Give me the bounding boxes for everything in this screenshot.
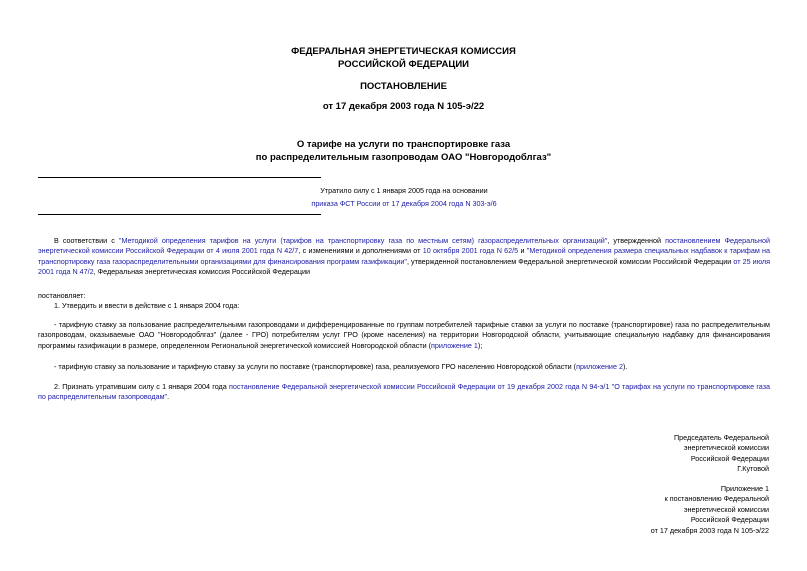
appendix-line-4: Российской Федерации xyxy=(690,515,769,525)
signature-block xyxy=(674,433,769,475)
preamble-text-6: , Федеральная энергетическая комиссия Российской Федерации xyxy=(93,267,311,277)
surcharge-methodology-link[interactable]: "Методикой определения размера специальных надбавок к тарифам на транспортировку газа газораспределительными организациями для финансирования программ газификации" xyxy=(38,246,771,266)
signature-line-3: Российской Федерации xyxy=(690,453,769,463)
bullet-2-end: ). xyxy=(622,362,628,371)
bullet-2 xyxy=(38,362,770,372)
appendix-1-link[interactable]: приложение 1 xyxy=(431,340,478,350)
resolves-label: постановляет: xyxy=(38,291,86,300)
bullet-1 xyxy=(38,320,770,351)
methodology-link[interactable]: "Методикой определения тарифов на услуги (тарифов на транспортировку газа по местным сетям) газораспределительных организаций" xyxy=(118,236,608,245)
appendix-line-3: энергетической комиссии xyxy=(683,504,769,514)
preamble-text-4: и xyxy=(520,246,525,256)
signature-line-1: Председатель Федеральной xyxy=(674,433,769,442)
status-text: Утратило силу с 1 января 2005 года на основании xyxy=(320,186,488,195)
bottom-divider xyxy=(38,214,321,215)
preamble-paragraph xyxy=(38,236,770,278)
item-2-text: 2. Признать утратившим силу с 1 января 2004 года xyxy=(54,382,227,391)
item-2 xyxy=(38,382,770,403)
preamble-text-2: , утвержденной xyxy=(607,236,661,245)
top-divider xyxy=(38,177,321,178)
bullet-2-text: - тарифную ставку за пользование и тарифную ставку за услуги по поставке (транспортировке) газа, реализуемого ГРО населению Новгородской области ( xyxy=(54,362,577,371)
document-type: ПОСТАНОВЛЕНИЕ xyxy=(360,81,447,92)
bullet-1-text: - тарифную ставку за пользование распределительными газопроводами и дифференцированные по группам потребителей тарифные ставки за услуги по поставке (транспортировке) газа по распределительным газопроводам, оказываемые ОАО "Новгородоблгаз" (далее - ГРО) потребителям услуг ГРО (кроме населения) на территории Новгородской области, учитывающие специальную надбавку для финансирования программы газификации в размере, определенном Региональной энергетической комиссией Новгородской области ( xyxy=(38,320,770,350)
preamble-text-5: , утвержденной постановлением Федеральной энергетической комиссии Российской Федерации xyxy=(406,256,732,266)
appendix-line-5: от 17 декабря 2003 года N 105-э/22 xyxy=(650,525,769,535)
resolution-47-2-link[interactable]: от 25 июля 2001 года N 47/2 xyxy=(38,256,771,277)
amendment-62-5-link[interactable]: 10 октября 2001 года N 62/5 xyxy=(422,246,519,256)
item-1: 1. Утвердить и ввести в действие с 1 января 2004 года: xyxy=(54,301,240,310)
document-title-line2: по распределительным газопроводам ОАО "Новгородоблгаз" xyxy=(255,152,552,163)
document-date: от 17 декабря 2003 года N 105-э/22 xyxy=(322,101,485,112)
appendix-line-1: Приложение 1 xyxy=(720,484,769,493)
preamble-text-3: , с изменениями и дополнениями от xyxy=(298,246,421,256)
repeal-order-link[interactable]: приказа ФСТ России от 17 декабря 2004 года N 303-э/6 xyxy=(311,199,497,208)
document-title-line1: О тарифе на услуги по транспортировке газа xyxy=(296,139,511,150)
item-2-end: . xyxy=(167,392,170,402)
appendix-header xyxy=(651,484,769,536)
preamble-text-1: В соответствии с xyxy=(54,236,115,245)
signature-line-2: энергетической комиссии xyxy=(683,443,769,453)
appendix-2-link[interactable]: приложение 2 xyxy=(576,362,623,371)
status-link-wrap xyxy=(38,199,770,209)
resolution-42-7-link[interactable]: постановлением Федеральной энергетической комиссии Российской Федерации от 4 июля 2001 года N 42/7 xyxy=(38,236,770,256)
bullet-1-end: ); xyxy=(477,340,483,350)
repealed-resolution-link[interactable]: постановление Федеральной энергетической комиссии Российской Федерации от 19 декабря 2002 года N 94-э/1 "О тарифах на услуги по транспортировке газа по распределительным газопроводам" xyxy=(38,382,770,402)
org-name-line1: ФЕДЕРАЛЬНАЯ ЭНЕРГЕТИЧЕСКАЯ КОМИССИЯ xyxy=(291,46,516,57)
org-name-line2: РОССИЙСКОЙ ФЕДЕРАЦИИ xyxy=(337,59,469,70)
signatory-name: Г.Кутовой xyxy=(737,464,769,474)
appendix-line-2: к постановлению Федеральной xyxy=(664,494,769,504)
